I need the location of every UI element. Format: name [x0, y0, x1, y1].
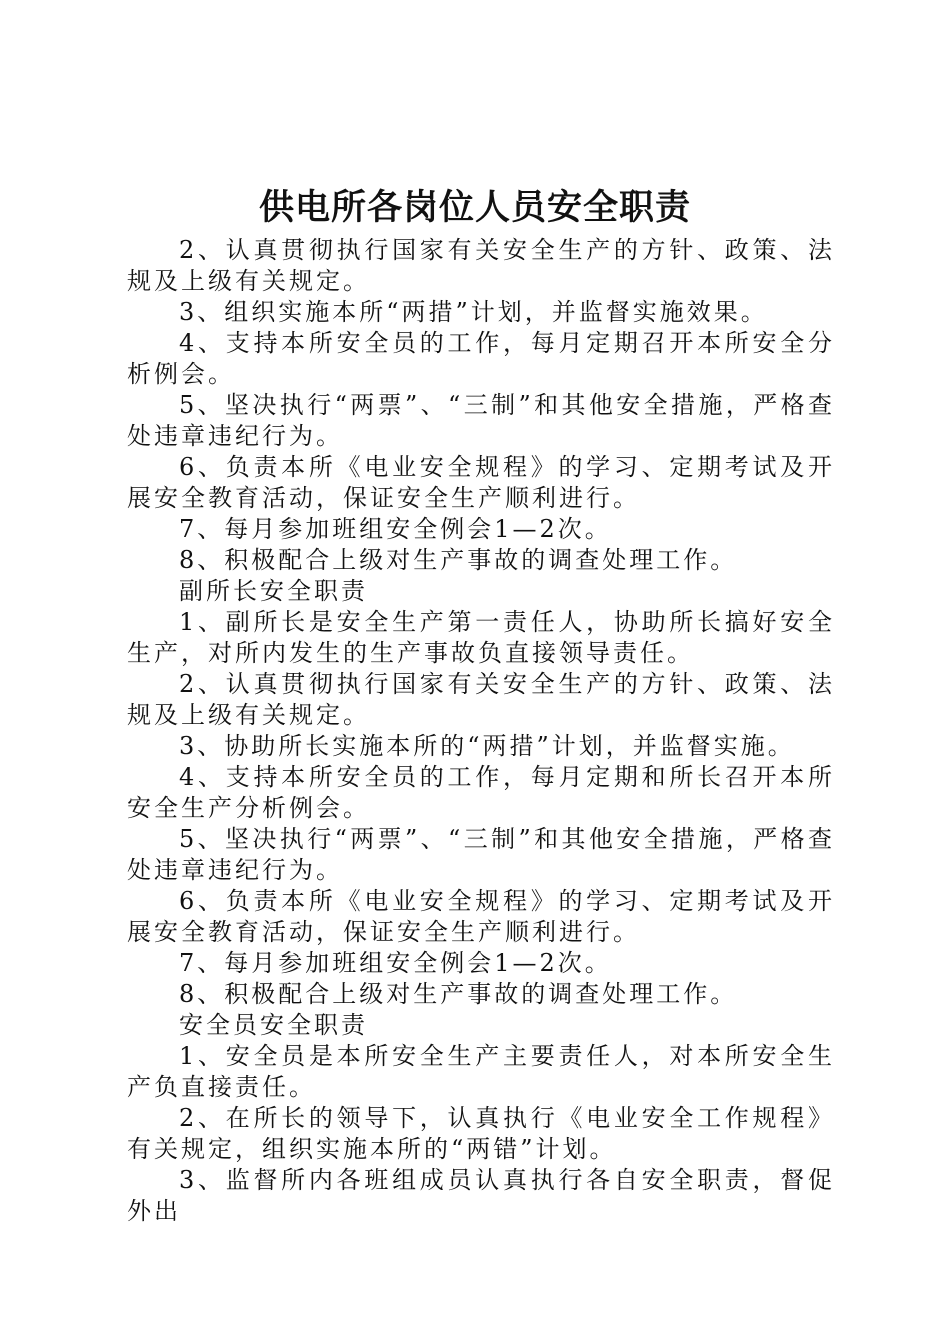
paragraph: 3、组织实施本所“两措”计划，并监督实施效果。 [179, 298, 768, 326]
paragraph: 2、在所长的领导下，认真执行《电业安全工作规程》有关规定，组织实施本所的“两错”计划。 [127, 1104, 835, 1163]
paragraph: 1、安全员是本所安全生产主要责任人，对本所安全生产负直接责任。 [127, 1042, 835, 1101]
paragraph: 4、支持本所安全员的工作，每月定期召开本所安全分析例会。 [127, 329, 835, 388]
section-heading: 副所长安全职责 [179, 577, 368, 605]
paragraph: 3、协助所长实施本所的“两措”计划，并监督实施。 [179, 732, 795, 760]
paragraph: 4、支持本所安全员的工作，每月定期和所长召开本所安全生产分析例会。 [127, 763, 835, 822]
paragraph: 7、每月参加班组安全例会1—2次。 [179, 949, 612, 977]
paragraph: 6、负责本所《电业安全规程》的学习、定期考试及开展安全教育活动，保证安全生产顺利进行。 [127, 453, 835, 512]
paragraph: 2、认真贯彻执行国家有关安全生产的方针、政策、法规及上级有关规定。 [127, 670, 835, 729]
paragraph: 2、认真贯彻执行国家有关安全生产的方针、政策、法规及上级有关规定。 [127, 236, 835, 295]
paragraph: 7、每月参加班组安全例会1—2次。 [179, 515, 612, 543]
paragraph: 6、负责本所《电业安全规程》的学习、定期考试及开展安全教育活动，保证安全生产顺利进行。 [127, 887, 835, 946]
document-title: 供电所各岗位人员安全职责 [258, 188, 691, 228]
paragraph: 5、坚决执行“两票”、“三制”和其他安全措施，严格查处违章违纪行为。 [127, 391, 835, 450]
paragraph: 1、副所长是安全生产第一责任人，协助所长搞好安全生产，对所内发生的生产事故负直接领导责任。 [127, 608, 835, 667]
document-body [127, 235, 835, 1227]
paragraph: 8、积极配合上级对生产事故的调查处理工作。 [179, 980, 738, 1008]
section-heading: 安全员安全职责 [179, 1011, 368, 1039]
paragraph: 3、监督所内各班组成员认真执行各自安全职责，督促外出 [127, 1166, 835, 1225]
paragraph: 5、坚决执行“两票”、“三制”和其他安全措施，严格查处违章违纪行为。 [127, 825, 835, 884]
paragraph: 8、积极配合上级对生产事故的调查处理工作。 [179, 546, 738, 574]
